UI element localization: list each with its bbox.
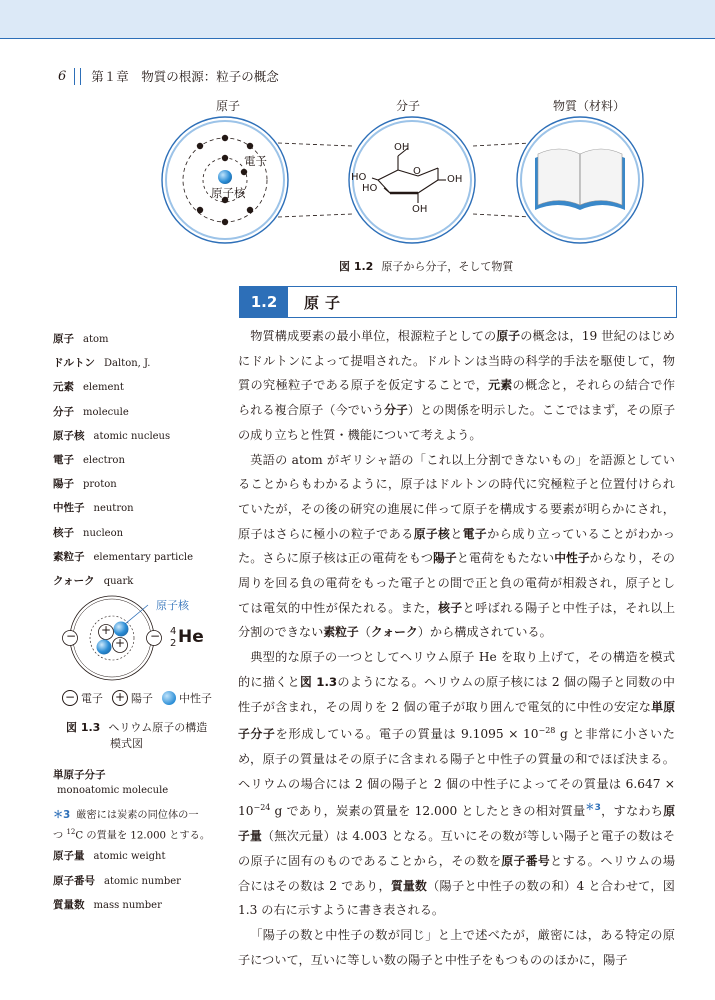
body-superscript: −24 <box>253 803 271 813</box>
body-bold-term: 電子 <box>462 526 488 541</box>
section-title: 原子 <box>304 293 347 312</box>
body-text-run: g であり，炭素の質量を 12.000 としたときの相対質量 <box>270 804 586 819</box>
glossary-term-en: atomic number <box>104 875 181 887</box>
helium-symbol: He <box>178 627 204 647</box>
body-text-run: と <box>450 526 463 541</box>
glossary-monoatomic <box>53 767 223 799</box>
running-header <box>58 67 279 85</box>
glossary-term-en: mass number <box>93 900 162 911</box>
legend-electron-icon: − <box>62 690 78 706</box>
helium-orbit-outer <box>70 596 154 680</box>
glossary-term-en: proton <box>83 479 117 491</box>
nucleus-ball <box>218 170 232 184</box>
body-text-run: と電荷をもたない <box>456 551 555 566</box>
glossary-entry <box>53 897 223 922</box>
helium-nucleus-boundary <box>90 616 134 660</box>
glossary-items-bottom <box>53 848 223 922</box>
atom-nucleus-label: 原子核 <box>211 186 246 200</box>
glossary-entry <box>53 331 223 355</box>
glucose-oh-bottom: OH <box>412 204 428 215</box>
proton-2-sign: + <box>115 636 126 650</box>
body-text-run: と呼ばれる陽子と中性子は，それ以上分割のできない <box>238 600 676 640</box>
book-icon <box>535 149 625 210</box>
legend-proton-label: 陽子 <box>131 692 153 705</box>
body-text-run: ）から構成されている。 <box>417 625 552 640</box>
body-text-run: のようになる。ヘリウムの原子核には 2 個の陽子と同数の中性子が含まれ，その周りを 2 個の電子が取り囲んで電気的に中性の安定な <box>238 674 675 714</box>
body-superscript: −28 <box>538 726 556 736</box>
neutron-1 <box>114 622 129 637</box>
glossary-term-en: quark <box>103 575 134 587</box>
glossary-term-jp: 原子核 <box>53 429 85 442</box>
top-header-band <box>0 0 715 39</box>
body-bold-term: 原子核 <box>413 526 451 541</box>
footnote-3 <box>53 808 223 844</box>
fig-label-molecule: 分子 <box>396 99 421 113</box>
figure-1-3-caption-line1: ヘリウム原子の構造 <box>108 721 208 734</box>
body-bold-term: 原子量 <box>238 804 675 844</box>
glossary-term-en: monoatomic molecule <box>57 785 169 796</box>
glossary-term-jp: ドルトン <box>53 357 95 370</box>
glucose-ho-left: HO <box>351 172 367 183</box>
body-text-run: g と非常に小さいため，原子の質量はその原子に含まれる陽子と中性子の質量の和でほぼ決まる。ヘリウムの場合には 2 個の陽子と 2 個の中性子によってその質量は 6.647 × 10 <box>238 727 675 819</box>
glossary-list <box>53 331 223 597</box>
body-bold-term: 元素 <box>488 378 513 393</box>
section-heading <box>239 286 677 318</box>
glossary-entry <box>53 848 223 873</box>
figure-1-2-caption <box>339 258 513 274</box>
body-text-run: 「陽子の数と中性子の数が同じ」と上で述べたが，厳密には，ある特定の原子について，互いに等しい数の陽子と中性子をもつもののほかに，陽子 <box>238 928 675 967</box>
footnote-reference: ＊3 <box>585 803 601 814</box>
glossary-term-en: element <box>83 382 124 394</box>
fig-label-atom: 原子 <box>216 99 241 113</box>
legend-neutron-label: 中性子 <box>179 692 212 705</box>
glossary-entry <box>53 500 223 524</box>
helium-nucleus-label: 原子核 <box>156 599 189 612</box>
glossary-entry <box>53 549 223 573</box>
glucose-oh-top: OH <box>394 142 410 153</box>
body-text-run: の概念と，それらの結合で作られる複合原子（今でいう <box>238 378 675 418</box>
footnote-3-line2-sup: 12 <box>66 828 76 836</box>
body-bold-term: 陽子 <box>433 551 457 566</box>
glossary-entry <box>53 476 223 500</box>
body-text-run: 物質構成要素の最小単位，根源粒子としての <box>250 329 497 343</box>
footnote-3-line2-post: C の質量を 12.000 とする。 <box>75 830 211 842</box>
glucose-oh-right: OH <box>447 174 463 185</box>
footnote-3-line1: 厳密には炭素の同位体の一 <box>76 810 199 821</box>
body-text <box>238 324 675 972</box>
figure-1-3-caption-line2: 模式図 <box>110 737 143 750</box>
glossary-term-jp: 電子 <box>53 453 74 466</box>
body-bold-term: クォーク <box>370 625 418 640</box>
legend-proton-icon: + <box>112 690 128 706</box>
paragraph-1 <box>238 324 675 448</box>
atom-electron-label: 電子 <box>244 154 267 168</box>
glossary-entry <box>53 525 223 549</box>
glossary-term-en: nucleon <box>83 527 124 539</box>
glossary-entry <box>53 355 223 379</box>
glossary-term-jp: 素粒子 <box>53 550 85 563</box>
body-text-run: 典型的な原子の一つとしてヘリウム原子 He を取り上げて，その構造を模式的に描くと <box>238 650 675 689</box>
helium-mass-number: 4 <box>170 626 177 637</box>
body-bold-term: 単原子分子 <box>238 699 675 742</box>
glossary-term-en: elementary particle <box>93 551 194 563</box>
header-bar-mark <box>74 68 81 85</box>
glossary-term-jp: 核子 <box>53 526 74 539</box>
body-bold-term: 素粒子 <box>323 625 359 640</box>
figure-1-2-caption-text: 原子から分子，そして物質 <box>381 260 514 273</box>
glossary-entry <box>53 873 223 898</box>
glossary-term-jp: 陽子 <box>53 478 74 491</box>
glossary-term-jp: 単原子分子 <box>53 769 106 781</box>
glossary-term-en: electron <box>83 454 125 466</box>
glossary-term-jp: 中性子 <box>53 502 85 515</box>
body-bold-term: 中性子 <box>554 551 590 566</box>
figure-1-2-caption-number: 図 1.2 <box>339 260 374 273</box>
chapter-title: 第１章 物質の根源：粒子の概念 <box>91 69 279 84</box>
helium-atomic-number: 2 <box>170 638 177 649</box>
paragraph-3 <box>238 645 675 923</box>
glossary-term-jp: 原子量 <box>53 850 85 862</box>
glucose-o-ring: O <box>413 166 421 177</box>
glossary-items <box>53 331 223 597</box>
glossary-entry <box>53 428 223 452</box>
body-bold-term: 原子 <box>496 329 521 343</box>
glossary-term-en: atom <box>83 334 109 345</box>
legend-neutron-icon <box>162 691 176 705</box>
body-text-run: 英語の atom がギリシャ語の「これ以上分割できないもの」を語源としていることからもわかるように，原子はドルトンの時代に究極粒子と位置付けられていたが，その後の研究の進展に伴って原子を構成する要素が明らかにされ，原子はさらに極小の粒子である <box>238 452 675 541</box>
body-bold-term: 質量数 <box>390 878 428 893</box>
glossary-entry <box>53 404 223 428</box>
body-bold-term: 原子番号 <box>501 853 551 868</box>
electron-1-sign: − <box>66 629 77 643</box>
body-text-run: からなり，その周りを回る負の電荷をもった電子との間で正と負の電荷が相殺され，原子としては電気的中性が保たれる。また， <box>238 551 675 615</box>
body-text-run: （無次元量）は 4.003 となる。互いにその数が等しい陽子と電子の数はその原子に固有のものであることから，その数を <box>238 829 675 868</box>
body-text-run: の概念は，19 世紀のはじめにドルトンによって提唱された。ドルトンは当時の科学的手法を駆使して，物質の究極粒子である原子を仮定することで， <box>238 329 675 393</box>
glossary-entry <box>53 379 223 403</box>
legend-electron-label: 電子 <box>81 692 103 705</box>
body-bold-term: 核子 <box>438 600 463 615</box>
proton-1-sign: + <box>101 623 112 637</box>
page-number: 6 <box>58 68 67 84</box>
paragraph-2 <box>238 448 675 646</box>
body-text-run: から成り立っていることがわかった。さらに原子核は正の電荷をもつ <box>238 526 675 566</box>
glossary-entry <box>53 452 223 476</box>
glossary-term-en: Dalton, J. <box>104 358 151 370</box>
glossary-list-bottom <box>53 848 223 922</box>
fig-label-material: 物質（材料） <box>553 99 626 113</box>
glossary-term-jp: 質量数 <box>53 899 85 911</box>
figure-1-3-caption-number: 図 1.3 <box>66 721 101 734</box>
body-text-run: （ <box>358 625 371 640</box>
body-bold-term: 図 1.3 <box>299 674 338 689</box>
footnote-3-mark: ＊3 <box>53 810 71 821</box>
electron-2-sign: − <box>150 629 161 643</box>
body-text-run: ）との関係を明示した。ここではまず，その原子の成り立ちと性質・機能について考えよう。 <box>238 403 676 442</box>
glossary-term-en: neutron <box>93 503 134 515</box>
glossary-term-jp: クォーク <box>53 574 95 587</box>
footnote-3-line2-pre: つ <box>53 830 67 842</box>
body-text-run: （陽子と中性子の数の和）4 と合わせて，図 1.3 の右に示すように書き表される。 <box>238 878 675 918</box>
paragraph-4 <box>238 923 675 972</box>
glossary-term-en: atomic nucleus <box>93 430 171 442</box>
glucose-ho-left2: HO <box>362 183 378 194</box>
glossary-term-jp: 原子 <box>53 333 74 345</box>
glossary-term-en: molecule <box>83 406 129 418</box>
body-text-run: を形成している。電子の質量は 9.1095 × 10 <box>275 727 539 742</box>
glossary-term-jp: 分子 <box>53 405 74 418</box>
neutron-2 <box>97 640 112 655</box>
section-number: 1.2 <box>240 287 288 317</box>
glossary-term-jp: 原子番号 <box>53 874 95 887</box>
figure-1-3-legend <box>62 690 221 706</box>
body-text-run: とする。ヘリウムの場合にはその数は 2 であり， <box>238 853 676 893</box>
glossary-term-jp: 元素 <box>53 381 74 394</box>
body-bold-term: 分子 <box>384 403 408 418</box>
glossary-term-en: atomic weight <box>93 851 166 862</box>
body-text-run: ，すなわち <box>600 804 664 819</box>
figure-1-3-caption <box>66 720 207 752</box>
